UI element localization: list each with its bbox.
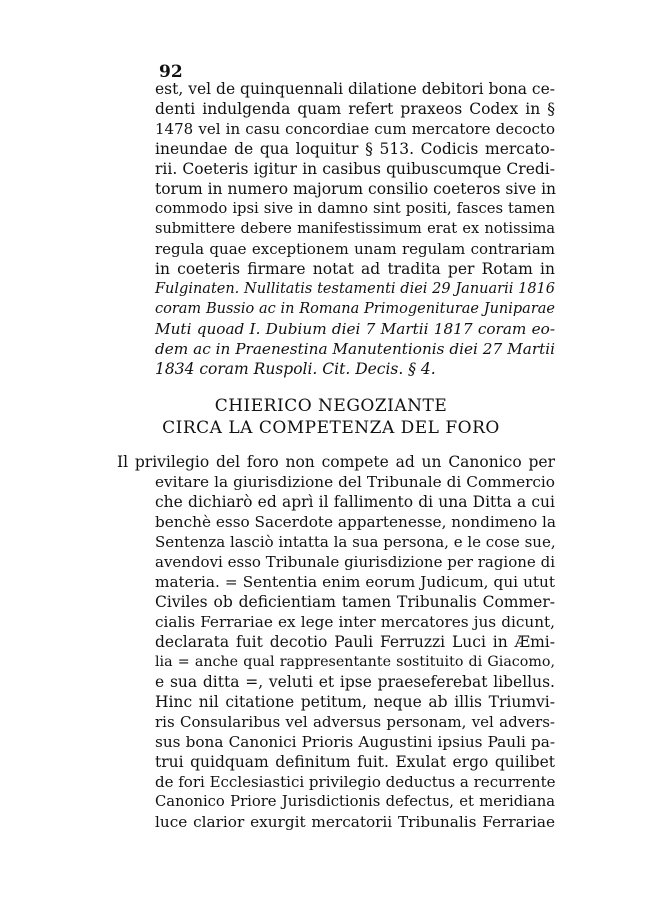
text-line: Fulginaten. Nullitatis testamenti diei 29 Januarii 1816 xyxy=(155,281,555,297)
text-line: lia = anche qual rappresentante sostituito di Giacomo, xyxy=(155,654,555,670)
text-line: 1478 vel in casu concordiae cum mercatore decocto xyxy=(155,120,555,138)
text-line: coram Bussio ac in Romana Primogeniturae Juniparae xyxy=(155,301,555,317)
text-line: in coeteris firmare notat ad tradita per Rotam in xyxy=(155,260,555,278)
text-line: trui quidquam definitum fuit. Exulat ergo quilibet xyxy=(155,753,555,771)
text-line: rii. Coeteris igitur in casibus quibuscumque Credi- xyxy=(155,160,555,178)
text-line: e sua ditta =, veluti et ipse praeseferebat libellus. xyxy=(155,673,555,691)
text-line: ineundae de qua loquitur § 513. Codicis mercato- xyxy=(155,140,555,158)
text-line: est, vel de quinquennali dilatione debitori bona ce- xyxy=(155,80,556,98)
text-line: dem ac in Praenestina Manutentionis diei 27 Martii xyxy=(155,340,555,358)
text-line: Hinc nil citatione petitum, neque ab illis Triumvi- xyxy=(155,693,555,711)
text-line: benchè esso Sacerdote appartenesse, nondimeno la xyxy=(155,513,557,531)
text-line: che dichiarò ed aprì il fallimento di una Ditta a cui xyxy=(155,493,555,511)
text-line: declarata fuit decotio Pauli Ferruzzi Luci in Æmi- xyxy=(155,633,555,651)
text-line: ris Consularibus vel adversus personam, vel advers- xyxy=(155,713,555,731)
text-line: Canonico Priore Jurisdictionis defectus, et meridiana xyxy=(155,793,555,810)
text-line: denti indulgenda quam refert praxeos Codex in § xyxy=(155,100,555,118)
text-line: de fori Ecclesiastici privilegio deductus a recurrente xyxy=(155,773,556,791)
text-line: sus bona Canonici Prioris Augustini ipsius Pauli pa- xyxy=(155,733,555,751)
text-line: Civiles ob deficientiam tamen Tribunalis Commer- xyxy=(155,593,555,611)
text-line: Sentenza lasciò intatta la sua persona, e le cose sue, xyxy=(155,533,556,551)
text-line: materia. = Sententia enim eorum Judicum, qui utut xyxy=(155,573,555,591)
text-line: commodo ipsi sive in damno sint positi, fasces tamen xyxy=(155,200,555,217)
text-line: regula quae exceptionem unam regulam contrariam xyxy=(155,240,555,258)
text-line: avendovi esso Tribunale giurisdizione per ragione di xyxy=(155,553,555,571)
text-line: 1834 coram Ruspoli. Cit. Decis. § 4. xyxy=(155,360,436,378)
section-subtitle: CIRCA LA COMPETENZA DEL FORO xyxy=(162,418,500,438)
text-line: torum in numero majorum consilio coeteros sive in xyxy=(155,180,557,198)
page-number: 92 xyxy=(159,62,183,82)
section-title: CHIERICO NEGOZIANTE xyxy=(214,396,448,416)
text-line: luce clarior exurgit mercatorii Tribunalis Ferrariae xyxy=(155,813,555,831)
text-line: cialis Ferrariae ex lege inter mercatores jus dicunt, xyxy=(155,613,555,631)
text-line: submittere debere manifestissimum erat ex notissima xyxy=(155,221,555,237)
text-line: Muti quoad I. Dubium diei 7 Martii 1817 coram eo- xyxy=(155,320,555,338)
text-line: evitare la giurisdizione del Tribunale di Commercio xyxy=(155,473,555,491)
text-line: Il privilegio del foro non compete ad un Canonico per xyxy=(117,453,555,471)
